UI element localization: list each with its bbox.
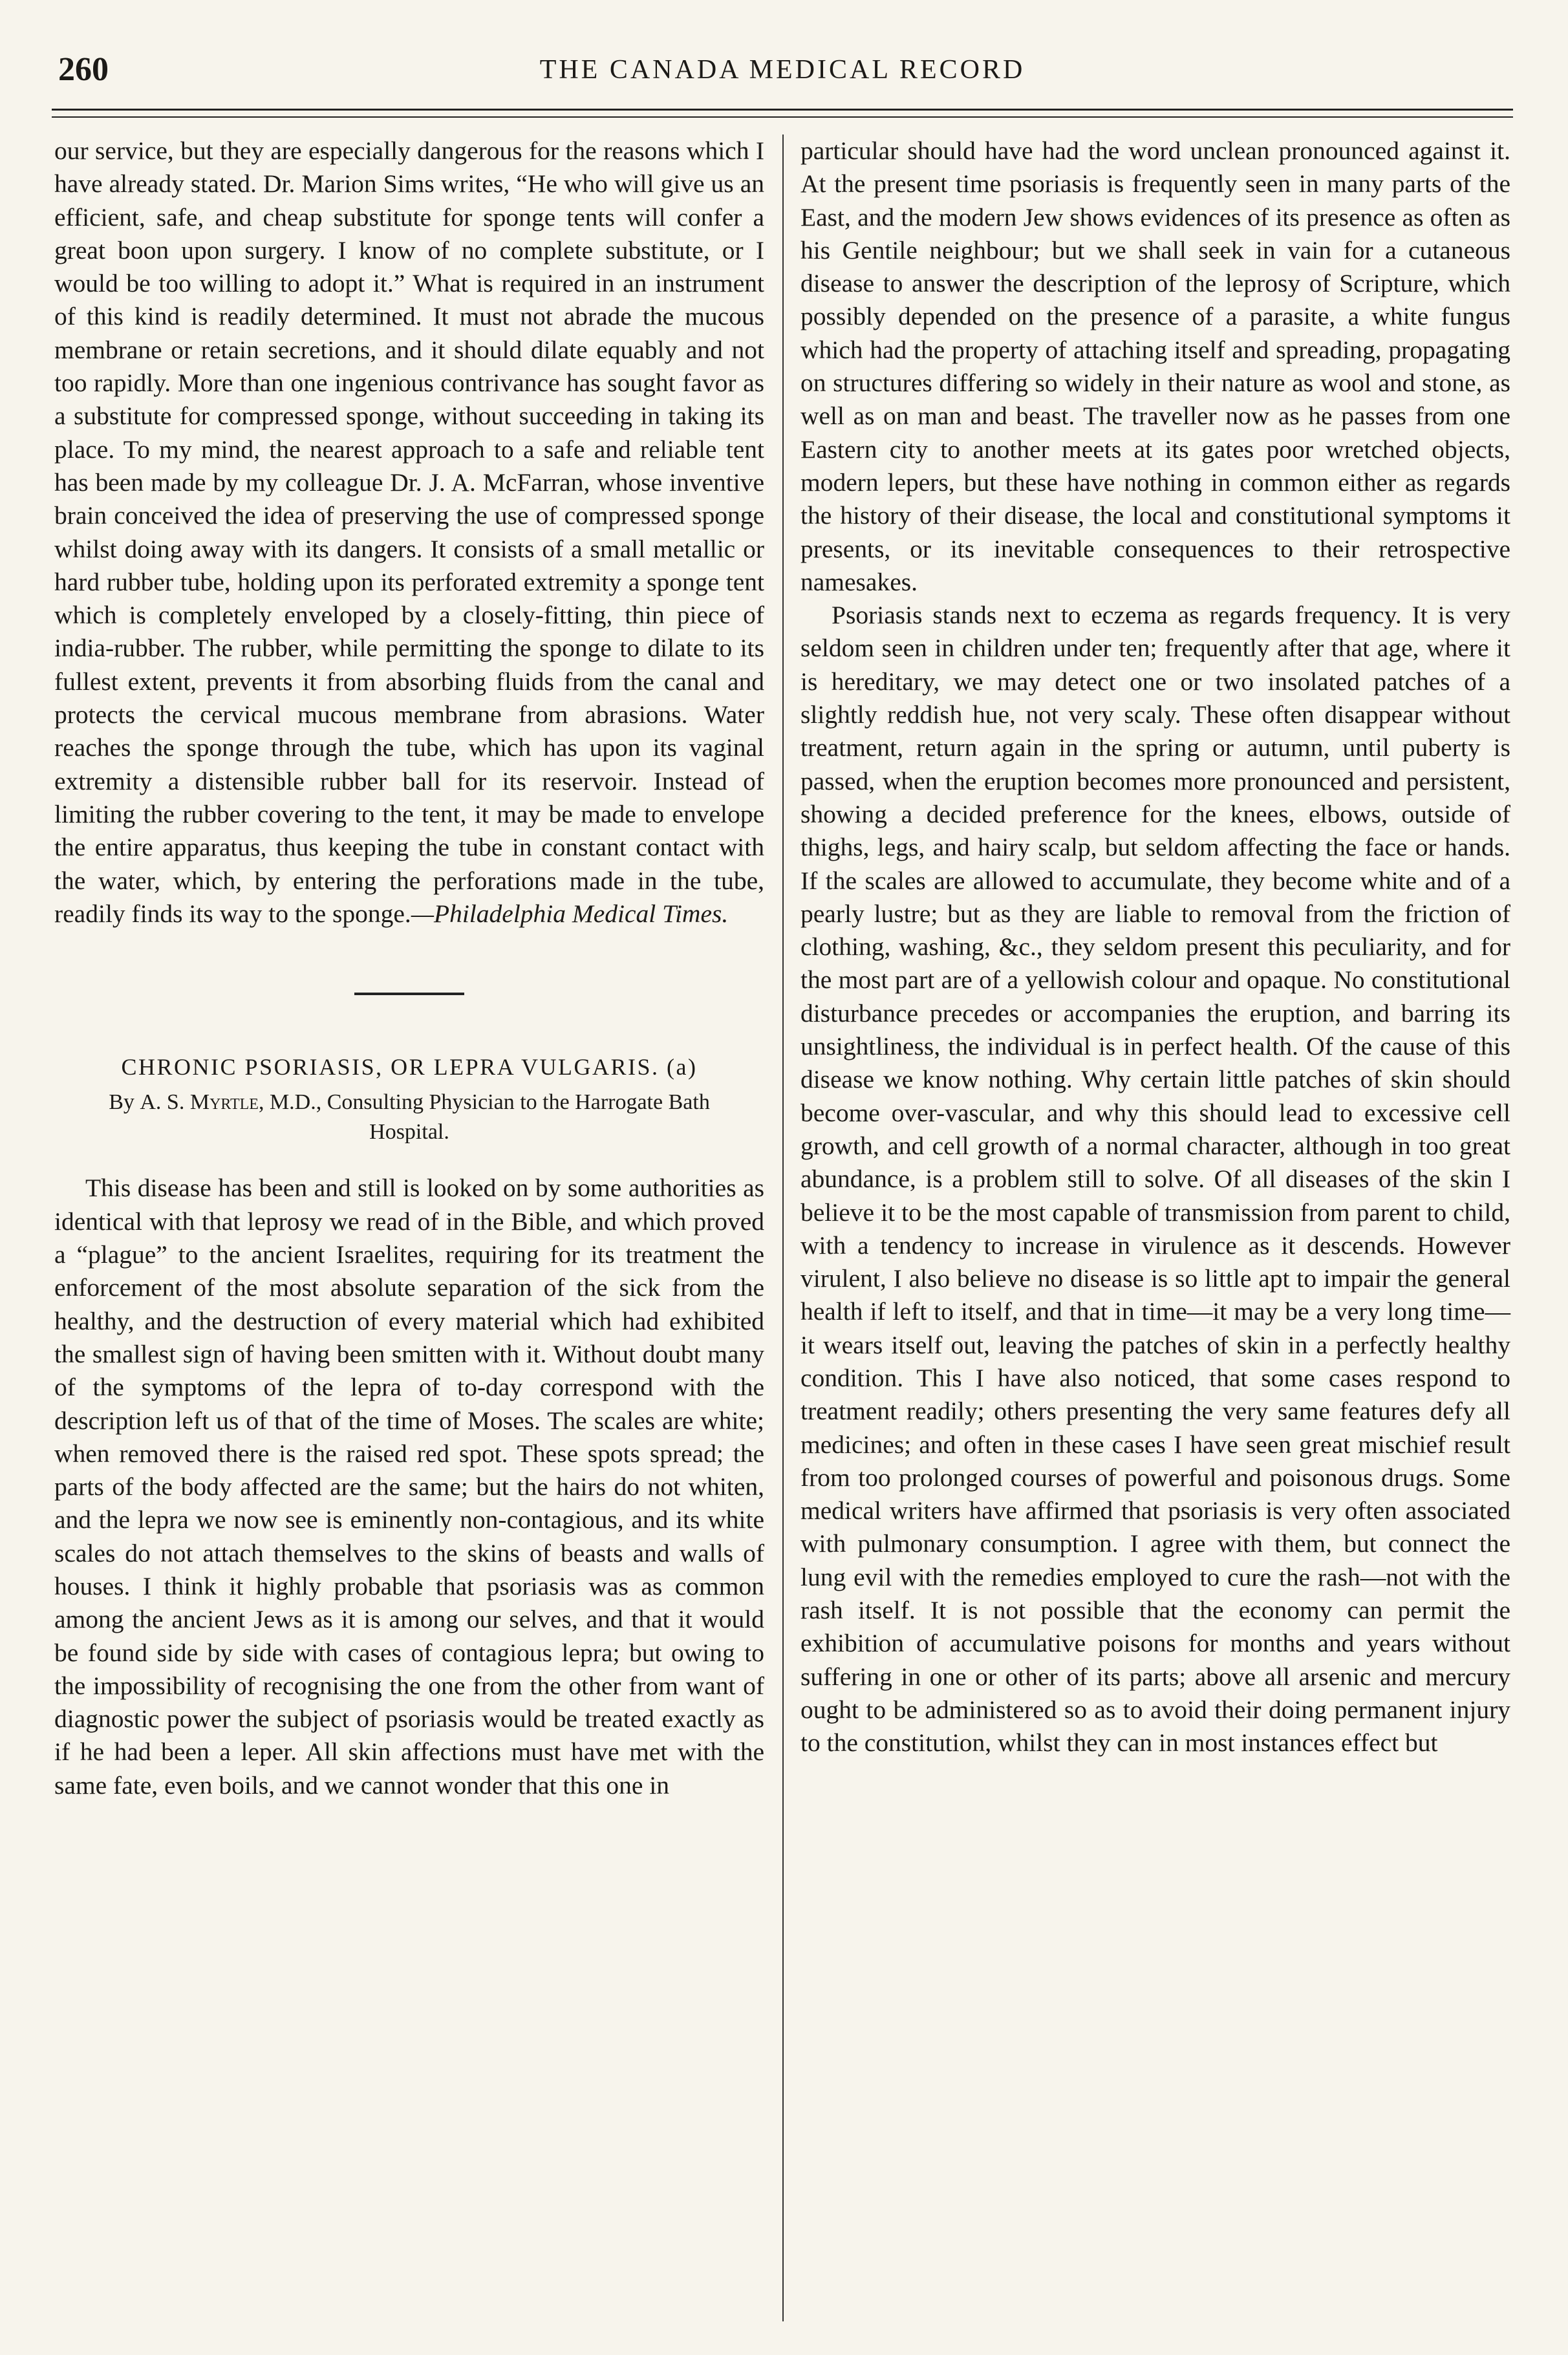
article-paragraph: Psoriasis stands next to eczema as regards frequency. It is very seldom seen in children under ten; frequently after that age, where it is hereditary, we may detect one or two insolated patches of a slightly reddish hue, not very scaly. These often disappear without treatment, return again in the spring or autumn, until puberty is passed, when the eruption becomes more pronounced and persistent, showing a decided preference for the knees, elbows, outside of thighs, legs, and hairy scalp, but seldom affecting the face or hands. If the scales are allowed to accumulate, they become white and of a pearly lustre; but as they are liable to removal from the friction of clothing, washing, &c., they seldom present this peculiarity, and for the most part are of a yellowish colour and opaque. No constitutional disturbance precedes or accompanies the eruption, and barring its unsightliness, the individual is in perfect health. Of the cause of this disease we know nothing. Why certain little patches of skin should become over-vascular, and why this should lead to excessive cell growth, and cell growth of a normal character, although in too great abundance, is a problem still to solve. Of all diseases of the skin I believe it to be the most capable of transmission from parent to child, with a tendency to increase in virulence as it descends. However virulent, I also believe no disease is so little apt to impair the general health if left to itself, and that in time—it may be a very long time—it wears itself out, leaving the patches of skin in a perfectly healthy condition. This I have also noticed, that some cases respond to treatment readily; others presenting the very same features defy all medicines; and often in these cases I have seen great mischief result from too prolonged courses of powerful and poisonous drugs. Some medical writers have affirmed that psoriasis is very often associated with pulmonary consumption. I agree with them, but connect the lung evil with the remedies employed to cure the rash—not with the rash itself. It is not possible that the economy can permit the exhibition of accumulative poisons for months and years without suffering in one or other of its parts; above all arsenic and mercury ought to be administered so as to avoid their doing permanent injury to the constitution, whilst they can in most instances effect but bbox=[800, 601, 1510, 1758]
byline-affiliation: , Consulting Physician to the Harrogate Bath Hospital. bbox=[316, 1090, 710, 1145]
header-rule bbox=[52, 109, 1513, 111]
continuation-text: our service, but they are especially dangerous for the reasons which I have already stated. Dr. Marion Sims writes, “He who will give us an efficient, safe, and cheap substitute for sponge tents will confer a great boon upon surgery. I know of no complete substitute, or I would be too willing to adopt it.” What is required in an instrument of this kind is readily determined. It must not abrade the mucous membrane or retain secretions, and it should dilate equably and not too rapidly. More than one ingenious contrivance has sought favor as a substitute for compressed sponge, without succeeding in taking its place. To my mind, the nearest approach to a safe and reliable tent has been made by my colleague Dr. J. A. McFarran, whose inventive brain conceived the idea of preserving the use of compressed sponge whilst doing away with its dangers. It consists of a small metallic or hard rubber tube, holding upon its perforated extremity a sponge tent which is completely enveloped by a closely-fitting, thin piece of india-rubber. The rubber, while permitting the sponge to dilate to its fullest extent, prevents it from absorbing fluids from the canal and protects the cervical mucous membrane from abrasions. Water reaches the sponge through the tube, which has upon its vaginal extremity a distensible rubber ball for its reservoir. Instead of limiting the rubber covering to the tent, it may be made to envelope the entire apparatus, thus keeping the tube in constant contact with the water, which, by entering the perforations made in the tube, readily finds its way to the sponge. bbox=[54, 136, 764, 928]
journal-title: THE CANADA MEDICAL RECORD bbox=[539, 55, 1026, 85]
source-citation: —Philadelphia Medical Times. bbox=[411, 899, 729, 928]
byline-author: A. S. Myrtle, M.D. bbox=[140, 1090, 316, 1115]
left-column bbox=[54, 134, 764, 2328]
article-paragraph-continued: particular should have had the word unclean pronounced against it. At the present time psoriasis is frequently seen in many parts of the East, and the modern Jew shows evidences of its presence as often as his Gentile neighbour; but we shall seek in vain for a cutaneous disease to answer the description of the leprosy of Scripture, which possibly depended on the presence of a parasite, a white fungus which had the property of attaching itself and spreading, propagating on structures differing so widely in their nature as wool and stone, as well as on man and beast. The traveller now as he passes from one Eastern city to another meets at its gates poor wretched objects, modern lepers, but these have nothing in common either as regards the history of their disease, the local and constitutional symptoms it presents, or its inevitable consequences to their retrospective namesakes. bbox=[800, 136, 1510, 596]
journal-page bbox=[52, 39, 1513, 2328]
column-divider bbox=[782, 134, 784, 2321]
article-paragraph: This disease has been and still is looked on by some authorities as identical with that leprosy we read of in the Bible, and which proved a “plague” to the ancient Israelites, requiring for its treatment the enforcement of the most absolute separation of the sick from the healthy, and the destruction of every material which had exhibited the smallest sign of having been smitten with it. Without doubt many of the symptoms of the lepra of to-day correspond with the description left us of that of the time of Moses. The scales are white; when removed there is the raised red spot. These spots spread; the parts of the body affected are the same; but the hairs do not whiten, and the lepra we now see is eminently non-contagious, and its white scales do not attach themselves to the skins of beasts and walls of houses. I think it highly probable that psoriasis was as common among the ancient Jews as it is among our selves, and that it would be found side by side with cases of contagious lepra; but owing to the impossibility of recognising the one from the other from want of diagnostic power the subject of psoriasis would be treated exactly as if he had been a leper. All skin affections must have met with the same fate, even boils, and we cannot wonder that this one in bbox=[54, 1174, 764, 1800]
article-title: CHRONIC PSORIASIS, OR LEPRA VULGARIS. (a) bbox=[121, 1054, 698, 1081]
article-continuation-paragraph bbox=[54, 134, 764, 930]
running-head bbox=[52, 39, 1513, 98]
page-number: 260 bbox=[58, 51, 109, 88]
right-column bbox=[800, 134, 1510, 2328]
header-rule-double bbox=[52, 116, 1513, 118]
byline-prefix: By bbox=[109, 1090, 134, 1115]
section-divider bbox=[354, 993, 464, 995]
text-columns bbox=[52, 134, 1513, 2328]
article-byline bbox=[54, 1088, 764, 1147]
